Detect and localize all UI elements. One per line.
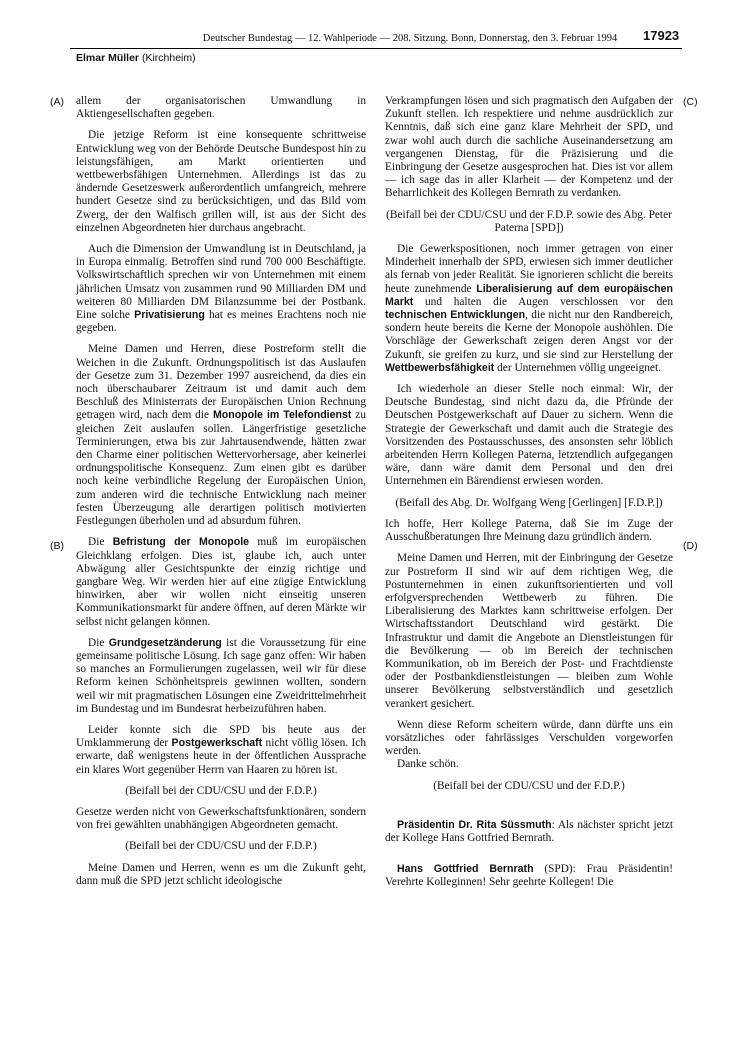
- text-column-right: [385, 95, 673, 890]
- paragraph: Die jetzige Reform ist eine konsequente schrittweise Entwicklung weg von der Behörde Deutsche Bundespost hin zu leistungsfähigen, am Markt orientierten und wettbewerbsfähigen Unternehmen. Allerdings ist das zu ändernde Gesetzeswerk außerordentlich umfangreich, mehrere hundert Gesetze sind zu berücksichtigen, und das Bild vom Zwerg, der den Walfisch grillen will, ist aus der Sicht des einzelnen Abgeordneten hier durchaus angebracht.: [76, 129, 366, 234]
- speaker-heading-name: Elmar Müller: [76, 52, 140, 64]
- paragraph: Danke schön.: [397, 758, 459, 771]
- paragraph: Die Gewerkspositionen, noch immer getragen von einer Minderheit innerhalb der SPD, erwiesen sich immer deutlicher als fernab von jeder Realität. Sie ignorieren schlicht die bereits heute zunehmende Liberalisierung auf dem europäischen Markt und halten die Augen verschlossen vor den technischen Entwicklungen, die nicht nur den Randbereich, sondern heute bereits die Kerne der Monopole aushöhlen. Die Vorschläge der Gewerkschaft zeigen deren Angst vor der Zukunft, sie greifen zu kurz, und sie sind zur Herstellung der Wettbewerbsfähigkeit der Unternehmen völlig ungeeignet.: [385, 243, 674, 374]
- paragraph: Auch die Dimension der Umwandlung ist in Deutschland, ja in Europa einmalig. Betroffen sind rund 700 000 Beschäftigte. Volkswirtschaftlich sprechen wir von Unternehmen mit einem jährlichen Umsatz von zusammen rund 90 Milliarden DM und weiteren 80 Milliarden DM Bilanzsumme bei der Postbank. Eine solche Privatisierung hat es meines Erachtens noch nie gegeben.: [76, 243, 366, 335]
- margin-marker-b: (B): [50, 540, 64, 552]
- keyword-wettbewerbsfaehigkeit: Wettbewerbsfähigkeit: [385, 361, 495, 374]
- keyword-technische-entwicklungen: technischen Entwicklungen: [385, 309, 526, 322]
- applause-note: (Beifall bei der CDU/CSU und der F.D.P. sowie des Abg. Peter Paterna [SPD]): [386, 208, 672, 234]
- next-speaker-name: Hans Gottfried Bernrath: [397, 863, 534, 876]
- keyword-liberalisierung: Liberalisierung auf dem europäischen Markt: [385, 282, 674, 308]
- speaker-heading-place: (Kirchheim): [139, 52, 196, 64]
- applause-note: (Beifall bei der CDU/CSU und der F.D.P.): [433, 779, 625, 792]
- keyword-grundgesetzaenderung: Grundgesetzänderung: [108, 636, 222, 649]
- paragraph: Meine Damen und Herren, wenn es um die Zukunft geht, dann muß die SPD jetzt schlicht ideologische: [76, 861, 366, 887]
- page-number: 17923: [643, 28, 680, 43]
- applause-note: (Beifall bei der CDU/CSU und der F.D.P.): [125, 840, 317, 853]
- president-remark: Präsidentin Dr. Rita Süssmuth: Als nächster spricht jetzt der Kollege Hans Gottfried Bernrath.: [385, 818, 673, 844]
- running-header: Deutscher Bundestag — 12. Wahlperiode — 208. Sitzung. Bonn, Donnerstag, den 3. Februar 1994: [202, 33, 618, 44]
- speaker-heading: [76, 52, 196, 64]
- keyword-postgewerkschaft: Postgewerkschaft: [171, 737, 263, 750]
- paragraph: Verkrampfungen lösen und sich pragmatisch den Aufgaben der Zukunft stellen. Ich respektiere und nehme ausdrücklich zur Kenntnis, daß sich eine ganz klare Mehrheit der SPD, und zwar wohl auch durch die sachliche Auseinandersetzung am vergangenen Dienstag, für die Präzisierung und die Einbringung der Gesetze ausgesprochen hat. Dies ist vor allem — ich sage das in aller Klarheit — der Kompetenz und der Beharrlichkeit des Kollegen Bernrath zu verdanken.: [385, 95, 673, 200]
- margin-marker-d: (D): [683, 540, 698, 552]
- text-column-left: [76, 95, 366, 888]
- keyword-befristung: Befristung der Monopole: [112, 536, 250, 549]
- applause-note: (Beifall des Abg. Dr. Wolfgang Weng [Gerlingen] [F.D.P.]): [395, 496, 663, 509]
- paragraph: Wenn diese Reform scheitern würde, dann dürfte uns ein vorsätzliches oder fahrlässiges Verschulden vorgeworfen werden.: [385, 718, 673, 758]
- paragraph: Meine Damen und Herren, mit der Einbringung der Gesetze zur Postreform II sind wir auf dem richtigen Weg, die Postunternehmen in einen zukunftsorientierten und voll erfolgversprechenden Wettbewerb zu führen. Die Liberalisierung des Marktes kann schrittweise erfolgen. Der Wirtschaftsstandort Deutschland wird gestärkt. Die Infrastruktur und damit die Angebote an Dienstleistungen für die Bevölkerung — ob im Bereich der technischen Kommunikation, ob im Bereich der Post- und Frachtdienste oder der Postbankdienstleistungen — bleiben zum Wohle unserer Bevölkerung selbstverständlich und gesetzlich verankert gesichert.: [385, 552, 673, 710]
- keyword-privatisierung: Privatisierung: [134, 309, 205, 322]
- paragraph: allem der organisatorischen Umwandlung in Aktiengesellschaften gegeben.: [76, 95, 366, 121]
- paragraph: Die Grundgesetzänderung ist die Voraussetzung für eine gemeinsame politische Lösung. Ich sage ganz offen: Wir haben so manches an Formulierungen zugelassen, weil wir für diese Reform keinen Schönheitspreis gewinnen wollten, sondern weil wir mit pragmatischen Lösungen eine Zweidrittelmehrheit im Bundestag und im Bundesrat herbeizuführen haben.: [76, 636, 367, 715]
- paragraph: Ich hoffe, Herr Kollege Paterna, daß Sie im Zuge der Ausschußberatungen Ihre Meinung dazu gründlich ändern.: [385, 517, 673, 544]
- president-name: Präsidentin Dr. Rita Süssmuth: [397, 818, 552, 831]
- applause-note: (Beifall bei der CDU/CSU und der F.D.P.): [125, 784, 317, 797]
- keyword-monopole-telefondienst: Monopole im Telefondienst: [212, 409, 352, 422]
- paragraph: Ich wiederhole an dieser Stelle noch einmal: Wir, der Deutsche Bundestag, sind nicht dazu da, die Pfründe der Deutschen Postgewerkschaft auf Dauer zu sichern. Wenn die Strategie der Gewerkschaft und damit auch die Strategie des Vorsitzenden des Postausschusses, des ansonsten sehr löblich arbeitenden Herrn Kollegen Paterna, letztendlich aufgegangen wäre, dann wäre damit dem Personal und den drei Unternehmen ein Bärendienst erwiesen worden.: [385, 383, 673, 488]
- margin-marker-a: (A): [50, 96, 64, 108]
- paragraph: Gesetze werden nicht von Gewerkschaftsfunktionären, sondern von frei gewählten unabhängigen Abgeordneten gemacht.: [76, 805, 366, 832]
- paragraph: Leider konnte sich die SPD bis heute aus der Umklammerung der Postgewerkschaft nicht völlig lösen. Ich erwarte, daß wenigstens heute in der öffentlichen Aussprache ein klares Wort gegenüber Herrn van Haaren zu hören ist.: [76, 723, 366, 776]
- paragraph: Meine Damen und Herren, diese Postreform stellt die Weichen in die Zukunft. Ordnungspolitisch ist das Auslaufen der Gesetze zum 31. Dezember 1997 ausreichend, da dies ein noch überschaubarer Zeitraum ist und damit auch dem Beschluß des Ministerrats der Europäischen Union Rechnung getragen wird, nach dem die Monopole im Telefondienst zu gleichen Zeit auslaufen sollen. Längerfristige gesetzliche Terminierungen, etwa bis zur Jahrtausendwende, hätten zwar den Charme einer politischen Wettervorhersage, aber keinerlei ordnungspolitische Konsequenz. Zum einen gibt es darüber noch keine verbindliche Regelung der Europäischen Union, zum anderen wird die technische Entwicklung nach meiner festen Überzeugung alle derartigen politisch motivierten Festlegungen überholen und ad absurdum führen.: [76, 343, 366, 528]
- next-speaker-remark: Hans Gottfried Bernrath (SPD): Frau Präsidentin! Verehrte Kolleginnen! Sehr geehrte Kollegen! Die: [385, 863, 673, 889]
- margin-marker-c: (C): [683, 96, 698, 108]
- paragraph: Die Befristung der Monopole muß im europäischen Gleichklang erfolgen. Dies ist, glaube ich, auch unter Abwägung aller Gesichtspunkte der einzig richtige und gangbare Weg. Wir werden hier auf eine zügige Entwicklung hinwirken, aber wir wollen nicht einseitig unseren Kommunikationsmarkt für andere öffnen, auf deren Märkte wir selbst nicht gelangen können.: [76, 536, 367, 628]
- header-rule: [70, 48, 682, 49]
